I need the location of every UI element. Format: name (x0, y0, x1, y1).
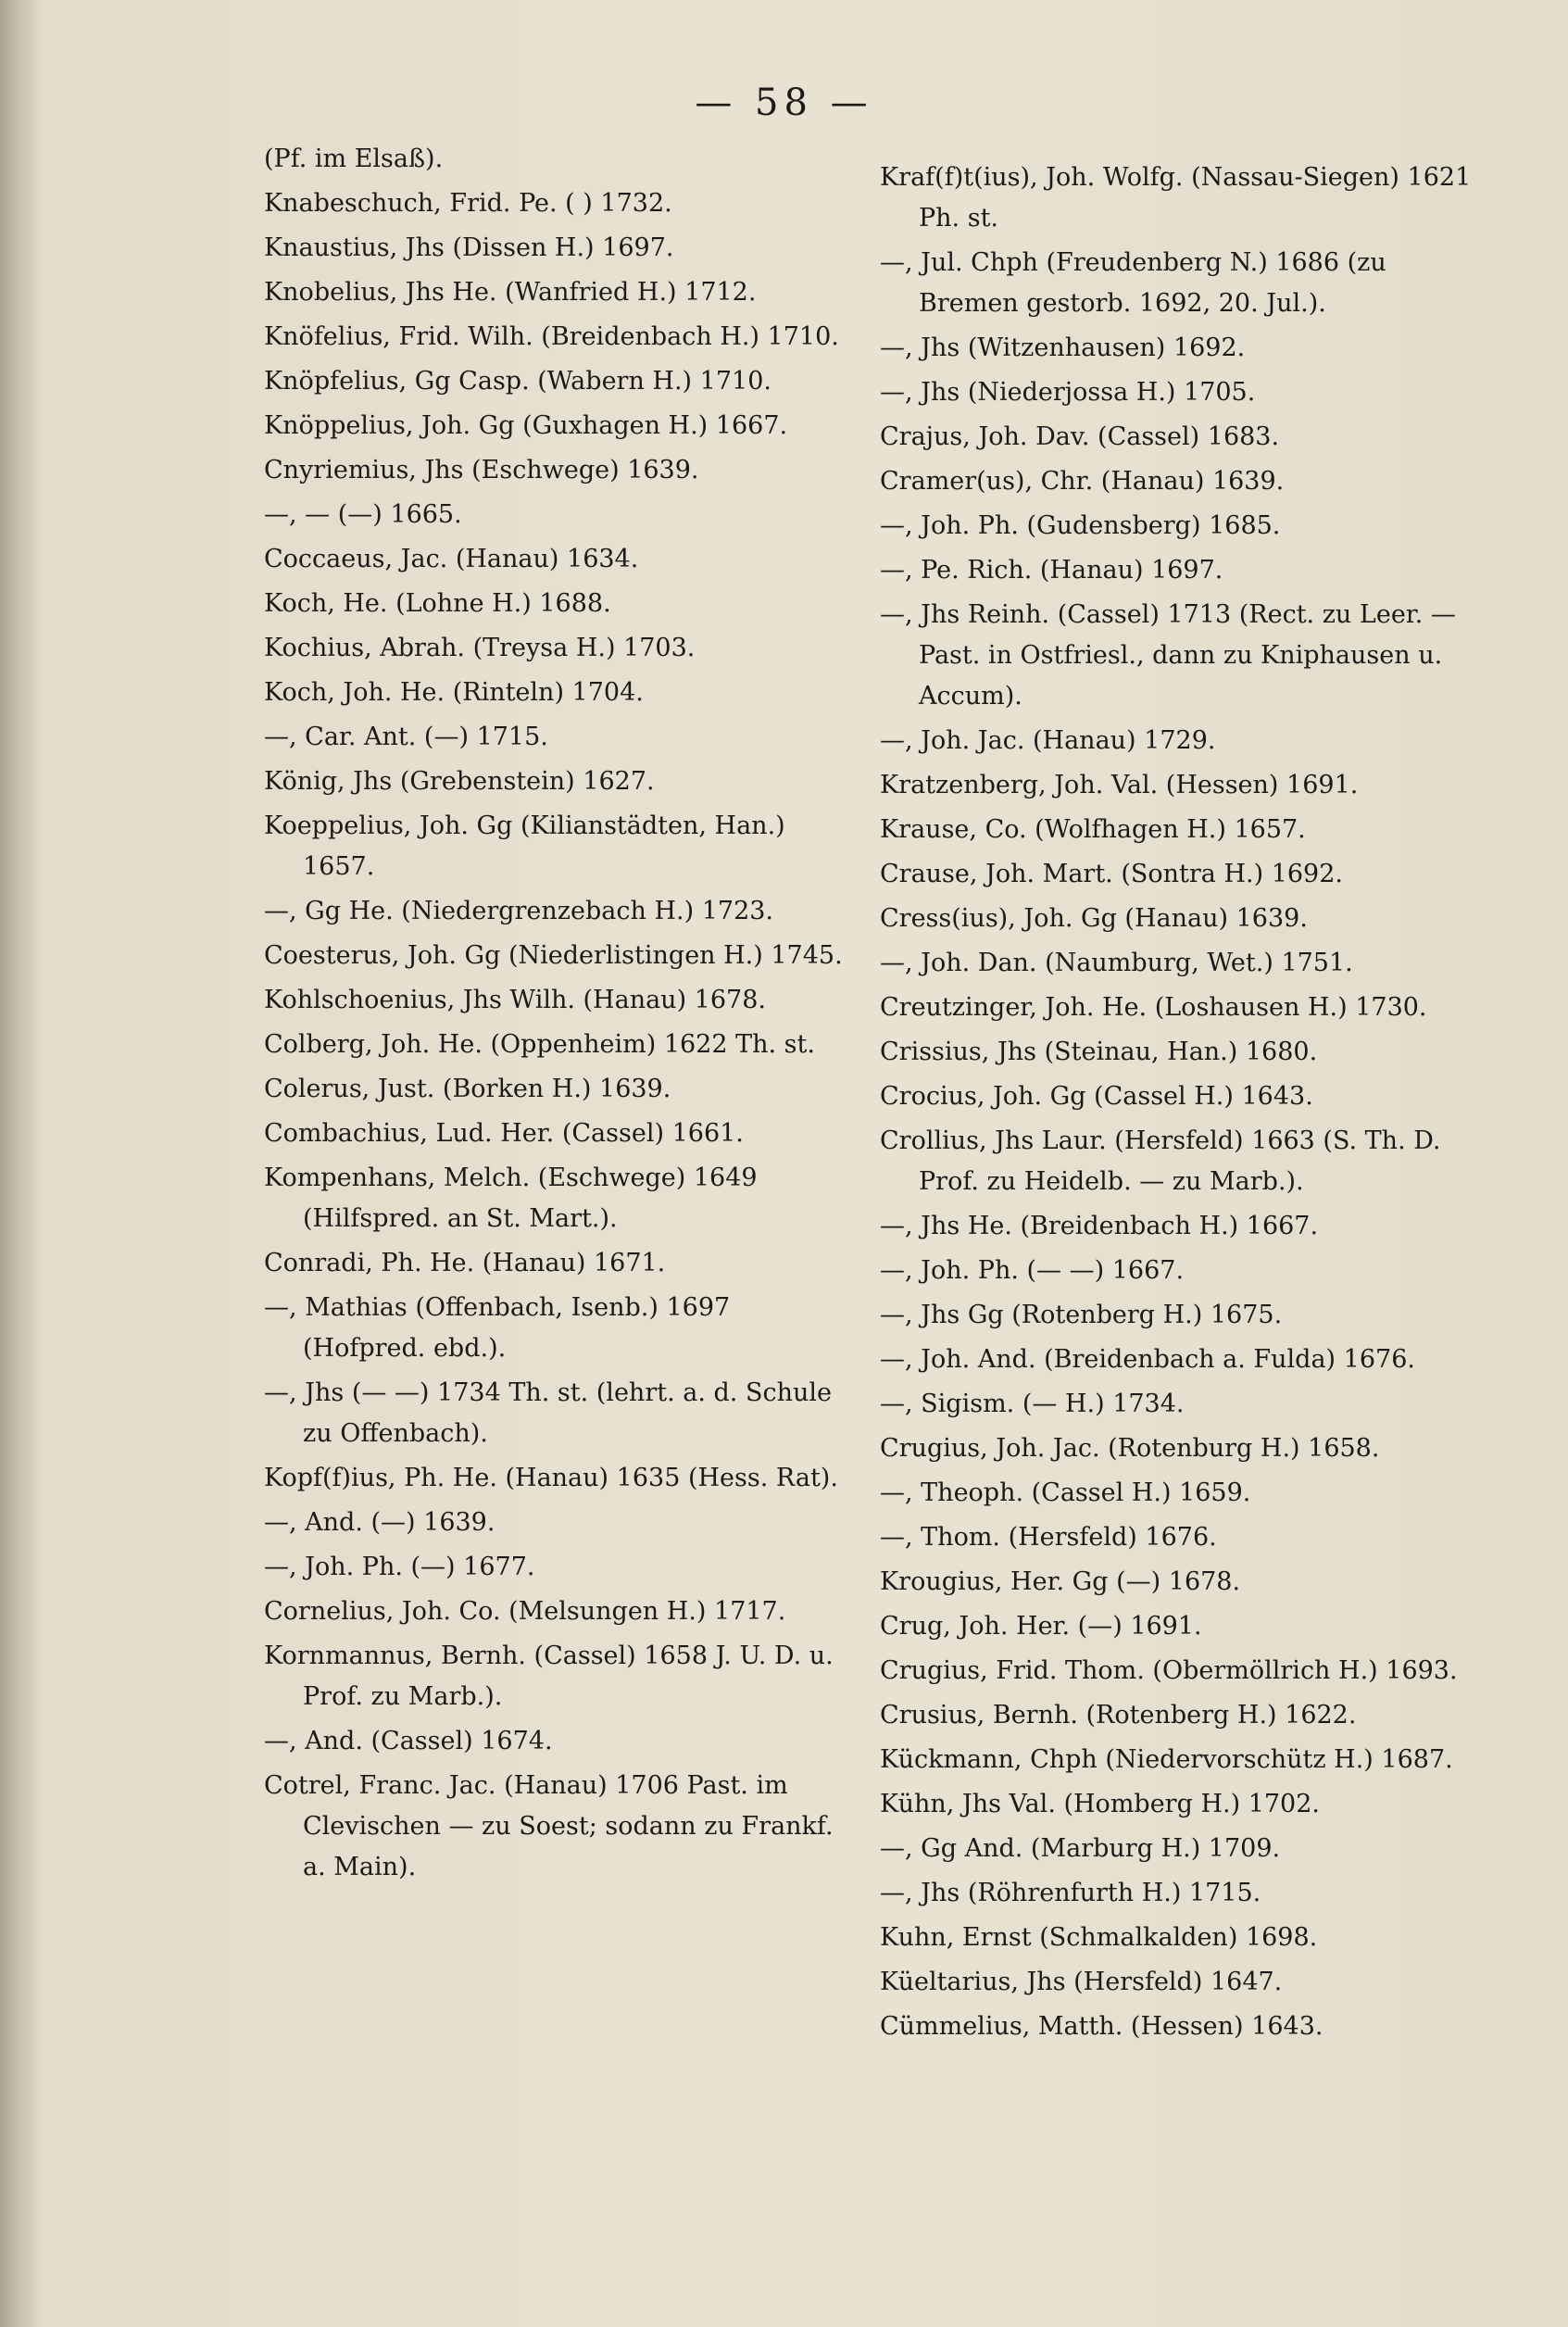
register-entry: Kraf(f)t(ius), Joh. Wolfg. (Nassau-Siegen) 1621 Ph. st. (880, 163, 1472, 233)
register-entry: —, Joh. Ph. (Gudensberg) 1685. (880, 511, 1281, 540)
register-entry: Knöppelius, Joh. Gg (Guxhagen H.) 1667. (264, 411, 788, 440)
register-entry: —, Mathias (Offenbach, Isenb.) 1697 (Hofpred. ebd.). (264, 1293, 731, 1363)
register-entry: Coesterus, Joh. Gg (Niederlistingen H.) 1745. (264, 941, 843, 970)
register-entry: Kückmann, Chph (Niedervorschütz H.) 1687. (880, 1745, 1453, 1774)
register-entry: —, Gg And. (Marburg H.) 1709. (880, 1834, 1281, 1863)
register-entry: Crug, Joh. Her. (—) 1691. (880, 1612, 1202, 1641)
register-entry: —, And. (—) 1639. (264, 1508, 495, 1537)
register-entry: Crocius, Joh. Gg (Cassel H.) 1643. (880, 1082, 1313, 1111)
register-entry: —, Jhs Reinh. (Cassel) 1713 (Rect. zu Leer. — Past. in Ostfriesl., dann zu Kniphausen u. Accum). (880, 600, 1456, 711)
register-entry: Cornelius, Joh. Co. (Melsungen H.) 1717. (264, 1597, 786, 1626)
register-entry: Crajus, Joh. Dav. (Cassel) 1683. (880, 422, 1280, 451)
page-binding-shadow (0, 0, 43, 2327)
register-entry: Crugius, Joh. Jac. (Rotenburg H.) 1658. (880, 1434, 1380, 1463)
register-entry: Kühn, Jhs Val. (Homberg H.) 1702. (880, 1790, 1320, 1818)
register-entry: —, Joh. Dan. (Naumburg, Wet.) 1751. (880, 949, 1353, 977)
register-entry: Kochius, Abrah. (Treysa H.) 1703. (264, 634, 696, 662)
register-entry: —, Jhs (Witzenhausen) 1692. (880, 333, 1246, 362)
register-entry: Koch, He. (Lohne H.) 1688. (264, 589, 611, 618)
register-entry: König, Jhs (Grebenstein) 1627. (264, 767, 655, 796)
register-entry: —, Thom. (Hersfeld) 1676. (880, 1523, 1217, 1552)
register-entry: Crugius, Frid. Thom. (Obermöllrich H.) 1693. (880, 1656, 1458, 1685)
register-entry: —, — (—) 1665. (264, 500, 462, 529)
register-entry: —, And. (Cassel) 1674. (264, 1727, 553, 1755)
register-entry: Knabeschuch, Frid. Pe. ( ) 1732. (264, 189, 672, 218)
register-entry: Knaustius, Jhs (Dissen H.) 1697. (264, 233, 674, 262)
right-column (880, 157, 1482, 2047)
register-entry: —, Jul. Chph (Freudenberg N.) 1686 (zu Bremen gestorb. 1692, 20. Jul.). (880, 248, 1386, 318)
register-entry: —, Jhs (Niederjossa H.) 1705. (880, 378, 1256, 407)
register-entry: —, Joh. Ph. (— —) 1667. (880, 1256, 1185, 1285)
register-entry: Colberg, Joh. He. (Oppenheim) 1622 Th. st. (264, 1030, 815, 1059)
register-entry: Kohlschoenius, Jhs Wilh. (Hanau) 1678. (264, 986, 766, 1014)
register-entry: Kuhn, Ernst (Schmalkalden) 1698. (880, 1923, 1318, 1952)
register-entry: Kompenhans, Melch. (Eschwege) 1649 (Hilfspred. an St. Mart.). (264, 1164, 758, 1233)
register-entry: Cümmelius, Matth. (Hessen) 1643. (880, 2012, 1323, 2041)
register-entry: Kopf(f)ius, Ph. He. (Hanau) 1635 (Hess. Rat). (264, 1464, 838, 1492)
register-entry: —, Jhs (Röhrenfurth H.) 1715. (880, 1879, 1261, 1907)
register-entry: —, Pe. Rich. (Hanau) 1697. (880, 556, 1223, 585)
register-entry: Knöpfelius, Gg Casp. (Wabern H.) 1710. (264, 367, 771, 396)
register-entry: Crissius, Jhs (Steinau, Han.) 1680. (880, 1038, 1318, 1066)
register-entry: Cramer(us), Chr. (Hanau) 1639. (880, 467, 1285, 496)
register-entry: Krause, Co. (Wolfhagen H.) 1657. (880, 815, 1306, 844)
register-entry: Coccaeus, Jac. (Hanau) 1634. (264, 545, 639, 573)
register-entry: Cnyriemius, Jhs (Eschwege) 1639. (264, 456, 699, 484)
register-entry: Creutzinger, Joh. He. (Loshausen H.) 1730. (880, 993, 1427, 1022)
register-entry: Cress(ius), Joh. Gg (Hanau) 1639. (880, 904, 1308, 933)
register-entry: Crusius, Bernh. (Rotenberg H.) 1622. (880, 1701, 1357, 1730)
register-entry: Conradi, Ph. He. (Hanau) 1671. (264, 1249, 666, 1277)
register-entry: —, Joh. Jac. (Hanau) 1729. (880, 726, 1216, 755)
register-entry: —, Theoph. (Cassel H.) 1659. (880, 1478, 1251, 1507)
register-entry: Knobelius, Jhs He. (Wanfried H.) 1712. (264, 278, 757, 307)
register-entry: —, Sigism. (— H.) 1734. (880, 1390, 1185, 1418)
register-entry: —, Joh. Ph. (—) 1677. (264, 1553, 535, 1581)
register-entry: Krougius, Her. Gg (—) 1678. (880, 1567, 1241, 1596)
register-entry: Kornmannus, Bernh. (Cassel) 1658 J. U. D. u. Prof. zu Marb.). (264, 1641, 834, 1711)
register-entry: Koch, Joh. He. (Rinteln) 1704. (264, 678, 644, 707)
register-entry: —, Jhs He. (Breidenbach H.) 1667. (880, 1212, 1319, 1240)
register-entry: Colerus, Just. (Borken H.) 1639. (264, 1075, 671, 1103)
page-number: — 58 — (695, 82, 873, 124)
register-entry: —, Car. Ant. (—) 1715. (264, 723, 548, 751)
register-entry: Cotrel, Franc. Jac. (Hanau) 1706 Past. im Clevischen — zu Soest; sodann zu Frankf. a. Main). (264, 1771, 834, 1881)
register-entry: Knöfelius, Frid. Wilh. (Breidenbach H.) 1710. (264, 322, 839, 351)
register-entry: Küeltarius, Jhs (Hersfeld) 1647. (880, 1968, 1283, 1996)
register-entry: Combachius, Lud. Her. (Cassel) 1661. (264, 1119, 744, 1148)
left-column (264, 139, 857, 1888)
register-entry: Kratzenberg, Joh. Val. (Hessen) 1691. (880, 771, 1359, 799)
register-entry: —, Jhs Gg (Rotenberg H.) 1675. (880, 1301, 1283, 1329)
register-entry: (Pf. im Elsaß). (264, 145, 444, 173)
register-entry: —, Jhs (— —) 1734 Th. st. (lehrt. a. d. Schule zu Offenbach). (264, 1378, 832, 1448)
register-entry: —, Joh. And. (Breidenbach a. Fulda) 1676. (880, 1345, 1415, 1374)
register-entry: Crause, Joh. Mart. (Sontra H.) 1692. (880, 860, 1344, 888)
register-entry: Crollius, Jhs Laur. (Hersfeld) 1663 (S. Th. D. Prof. zu Heidelb. — zu Marb.). (880, 1126, 1441, 1196)
register-entry: Koeppelius, Joh. Gg (Kilianstädten, Han.) 1657. (264, 811, 785, 881)
register-entry: —, Gg He. (Niedergrenzebach H.) 1723. (264, 897, 774, 925)
